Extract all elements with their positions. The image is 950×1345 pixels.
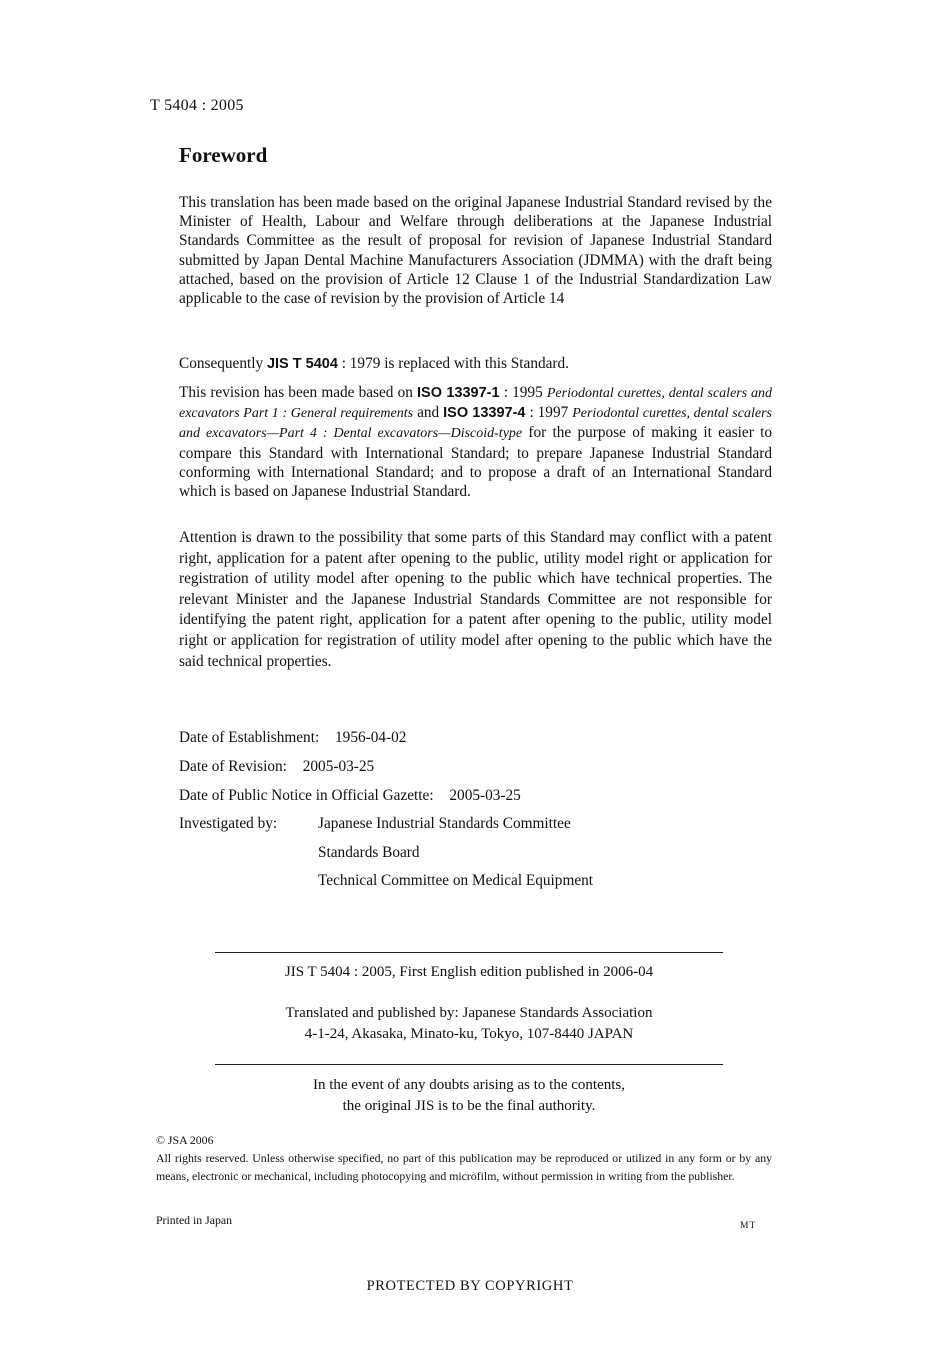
p3-year-2: : 1997 xyxy=(525,404,573,422)
foreword-paragraph-1: This translation has been made based on the original Japanese Industrial Standard revised by the Minister of Health, Labour and Welfare through deliberations at the Japanese Industrial Standards Committee as the result of proposal for revision of Japanese Industrial Standard submitted by Japan Dental Machine Manufacturers Association (JDMMA) with the draft being attached, based on the provision of Article 12 Clause 1 of the Industrial Standardization Law applicable to the case of revision by the provision of Article 14 xyxy=(179,194,772,308)
investigated-line-2: Standards Board xyxy=(318,844,420,861)
authority-line-2: the original JIS is to be the final authority. xyxy=(342,1098,596,1114)
establishment-value: 1956-04-02 xyxy=(335,729,407,746)
p2-text-end: : 1979 is replaced with this Standard. xyxy=(337,355,570,372)
investigated-line-1: Japanese Industrial Standards Committee xyxy=(318,815,571,832)
revision-label: Date of Revision: xyxy=(179,758,287,775)
document-id: T 5404 : 2005 xyxy=(150,97,244,114)
foreword-paragraph-4: Attention is drawn to the possibility that some parts of this Standard may conflict with a patent right, application for a patent after opening to the public, utility model right or application for registration of utility model after opening to the public which have technical properties. The relevant Minister and the Japanese Industrial Standards Committee are not responsible for identifying the patent right, application for a patent after opening to the public, utility model right or application for registration of utility model after opening to the public which have the said technical properties. xyxy=(179,529,772,670)
p3-iso-title-1: Periodontal curettes, dental scalers and excavators Part 1 : General requirements xyxy=(179,386,772,422)
investigated-line-3: Technical Committee on Medical Equipment xyxy=(318,872,594,889)
investigated-label: Investigated by: xyxy=(179,815,278,832)
p2-jis-ref: JIS T 5404 xyxy=(266,356,338,372)
divider-bottom xyxy=(215,1064,723,1065)
edition-line: JIS T 5404 : 2005, First English edition published in 2006-04 xyxy=(284,964,654,980)
establishment-label: Date of Establishment: xyxy=(179,729,320,746)
p2-text: Consequently xyxy=(179,355,267,372)
p3-iso-ref-1: ISO 13397-1 xyxy=(417,385,500,401)
notice-date-row xyxy=(179,787,521,805)
divider-top xyxy=(215,952,723,953)
revision-date-row xyxy=(179,758,374,776)
foreword-paragraph-2 xyxy=(179,354,772,374)
authority-line-1: In the event of any doubts arising as to the contents, xyxy=(312,1077,625,1093)
establishment-date-row xyxy=(179,729,406,747)
p3-year-1: : 1995 xyxy=(499,384,547,401)
p3-and: and xyxy=(413,404,444,422)
printed-in: Printed in Japan xyxy=(156,1213,233,1227)
protected-footer: PROTECTED BY COPYRIGHT xyxy=(366,1278,574,1294)
copyright-notice: © JSA 2006 xyxy=(156,1133,214,1147)
publisher-address: 4-1-24, Akasaka, Minato-ku, Tokyo, 107-8440 JAPAN xyxy=(304,1026,634,1042)
translated-by-line: Translated and published by: Japanese Standards Association xyxy=(285,1005,653,1021)
notice-label: Date of Public Notice in Official Gazette: xyxy=(179,787,434,804)
foreword-paragraph-3 xyxy=(179,383,772,501)
notice-value: 2005-03-25 xyxy=(449,787,521,804)
mt-mark: MT xyxy=(740,1221,757,1231)
p3-text: This revision has been made based on xyxy=(179,384,418,401)
p3-iso-ref-2: ISO 13397-4 xyxy=(443,405,526,422)
p3-iso-title-2: Periodontal curettes, dental scalers and excavators—Part 4 : Dental excavators—Discoid-type xyxy=(179,406,772,442)
foreword-title: Foreword xyxy=(179,143,268,167)
revision-value: 2005-03-25 xyxy=(302,758,375,775)
p3-text-end: for the purpose of making it easier to compare this Standard with International Standard; to prepare Japanese Industrial Standard conforming with International Standard; and to propose a draft of an International Standard which is based on Japanese Industrial Standard. xyxy=(179,424,772,501)
rights-statement: All rights reserved. Unless otherwise specified, no part of this publication may be reproduced or utilized in any form or by any means, electronic or mechanical, including photocopying and microfilm, without permission in writing from the publisher. xyxy=(156,1151,772,1183)
